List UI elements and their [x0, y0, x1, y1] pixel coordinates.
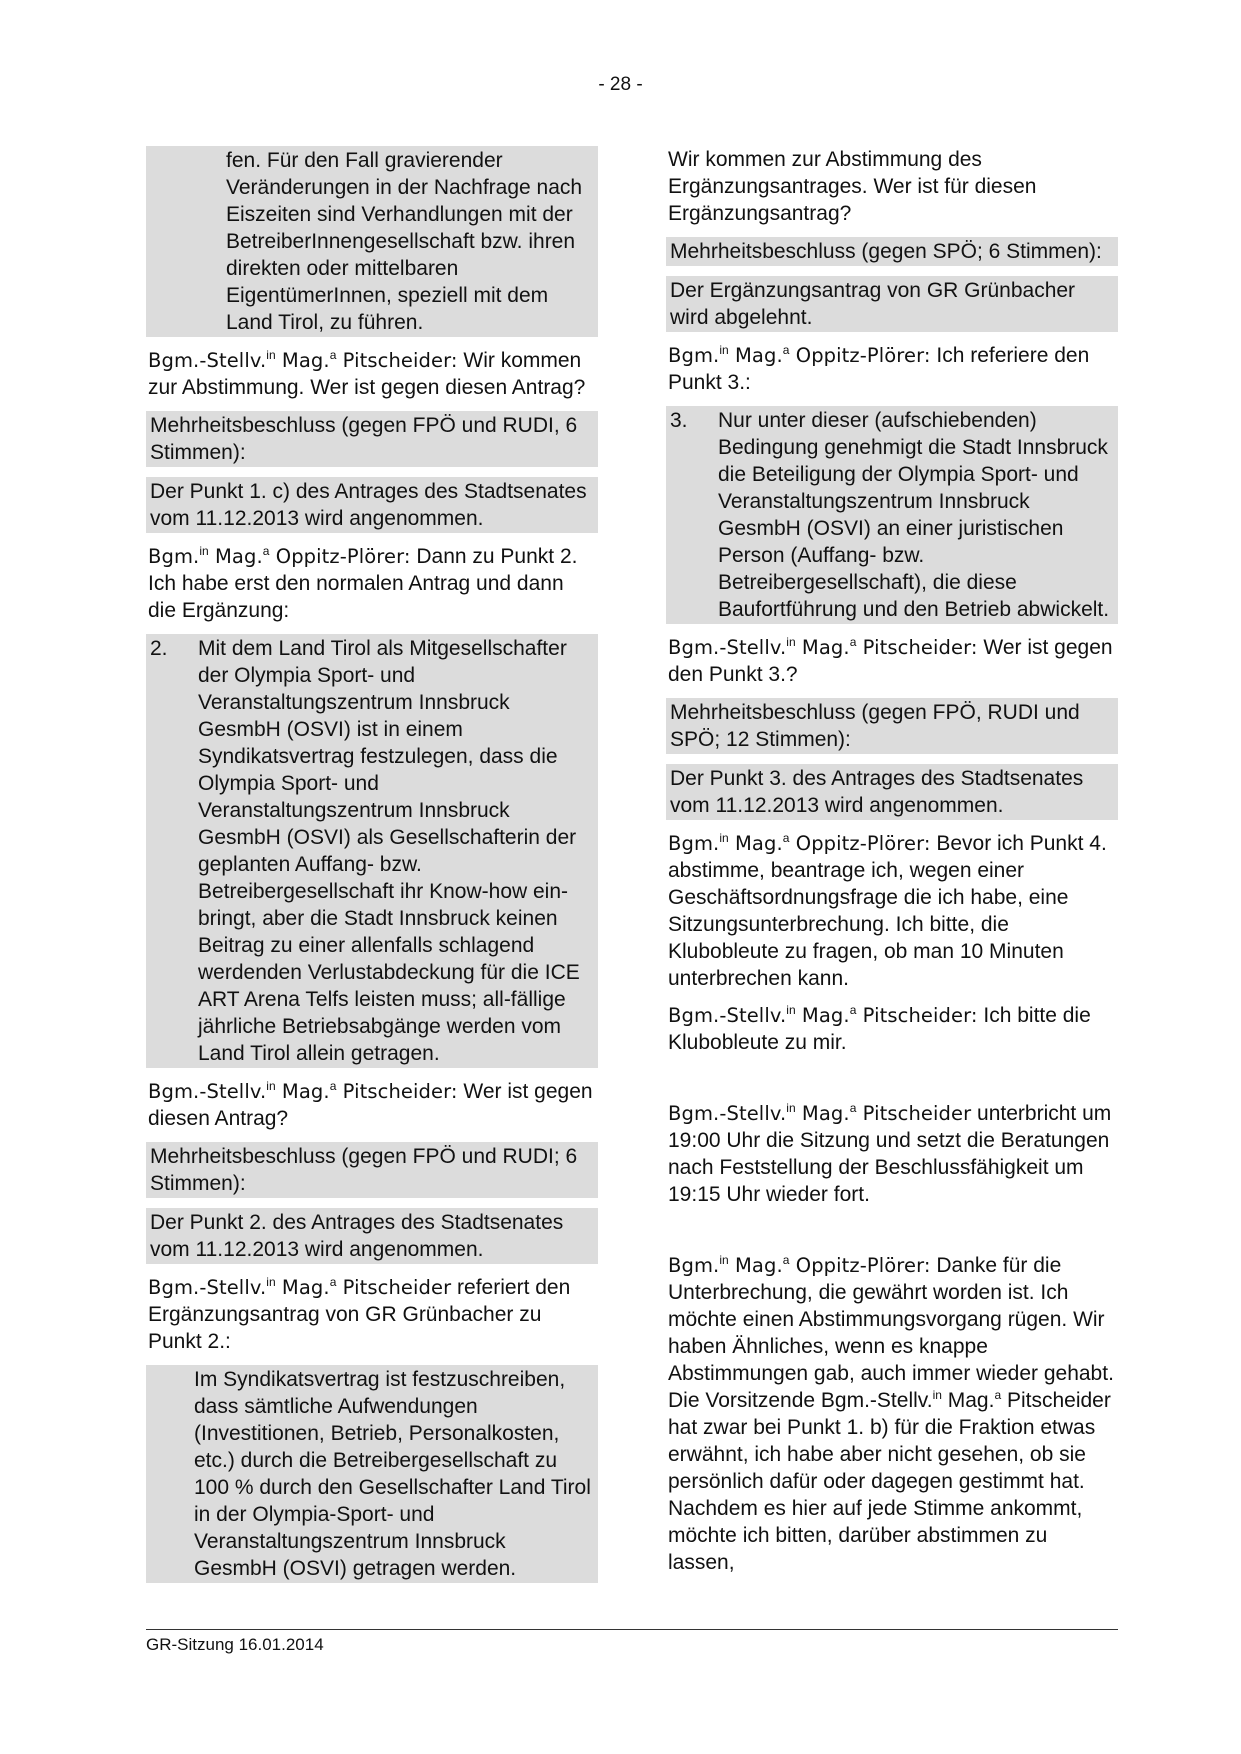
speaker-title: Mag.	[208, 545, 263, 568]
superscript: in	[266, 348, 276, 362]
speech-text: Ich bitte die Klubobleute zu mir.	[668, 1004, 1091, 1054]
superscript: a	[849, 635, 857, 649]
item-number: 2.	[150, 637, 168, 660]
speaker-paragraph	[666, 1252, 1118, 1576]
speaker-role: Bgm.-Stellv.	[668, 636, 787, 659]
speaker-name: Pitscheider	[336, 1276, 452, 1299]
speaker-title: Mag.	[275, 349, 330, 372]
spacer	[666, 1066, 1118, 1100]
speaker-name: Oppitz-Plörer:	[789, 344, 931, 367]
footer: GR-Sitzung 16.01.2014	[146, 1635, 324, 1654]
vote-result: Mehrheitsbeschluss (gegen FPÖ, RUDI und SPÖ; 12 Stimmen):	[666, 698, 1118, 754]
superscript: in	[266, 1275, 276, 1289]
speaker-role: Bgm.	[148, 545, 200, 568]
speaker-role: Bgm.-Stellv.	[668, 1102, 787, 1125]
superscript: in	[719, 831, 729, 845]
resolution-text: Der Ergänzungsantrag von GR Grünbacher wird abgelehnt.	[666, 276, 1118, 332]
speaker-role: Bgm.-Stellv.	[148, 1276, 267, 1299]
vote-result: Mehrheitsbeschluss (gegen FPÖ und RUDI; 6 Stimmen):	[146, 1142, 598, 1198]
superscript: a	[329, 1079, 337, 1093]
speech-text: Mag.	[941, 1389, 995, 1412]
left-column	[146, 146, 598, 1593]
speaker-title: Mag.	[728, 1254, 783, 1277]
speaker-role: Bgm.	[668, 832, 720, 855]
speech-text: Pitscheider hat zwar bei Punkt 1. b) für die Fraktion etwas erwähnt, ich habe aber nicht gesehen, ob sie persönlich dafür oder dagegen gestimmt hat. Nachdem es hier auf jede Stimme ankommt, möchte ich bitten, darüber abstimmen zu lassen,	[668, 1389, 1111, 1574]
speaker-role: Bgm.-Stellv.	[668, 1004, 787, 1027]
superscript: a	[782, 1253, 790, 1267]
superscript: a	[849, 1003, 857, 1017]
speaker-name: Oppitz-Plörer:	[789, 1254, 931, 1277]
superscript: a	[782, 343, 790, 357]
superscript: in	[199, 544, 209, 558]
motion-item-3	[666, 406, 1118, 624]
item-text: Nur unter dieser (aufschiebenden) Bedingung genehmigt die Stadt Innsbruck die Beteiligung der Olympia Sport- und Veranstaltungszentrum Innsbruck GesmbH (OSVI) an einer juristischen Person (Auffang- bzw. Betreibergesellschaft), die diese Baufortführung und den Betrieb abwickelt.	[718, 409, 1110, 621]
superscript: a	[849, 1101, 857, 1115]
superscript: a	[329, 1275, 337, 1289]
speaker-title: Mag.	[795, 1102, 850, 1125]
speaker-role: Bgm.	[668, 344, 720, 367]
speech-text: Danke für die Unterbrechung, die gewährt worden ist. Ich möchte einen Abstimmungsvorgang rügen. Wir haben Ähnliches, wenn es knappe Abstimmungen gab, auch immer wieder gehabt. Die Vorsitzende Bgm.-Stellv.	[668, 1254, 1114, 1412]
item-text: Mit dem Land Tirol als Mitgesellschafter der Olympia Sport- und Veranstaltungszentrum Innsbruck GesmbH (OSVI) ist in einem Syndikatsvertrag festzulegen, dass die Olympia Sport- und Veranstaltungszentrum Innsbruck GesmbH (OSVI) als Gesellschafterin der geplanten Auffang- bzw. Betreibergesellschaft ihr Know-how ein-bringt, aber die Stadt Innsbruck keinen Beitrag zu einer allenfalls schlagend werdenden Verlustabdeckung für die ICE ART Arena Telfs leisten muss; all-fällige jährliche Betriebsabgänge werden vom Land Tirol allein getragen.	[198, 637, 580, 1065]
superscript: a	[782, 831, 790, 845]
speaker-paragraph	[666, 1002, 1118, 1056]
speaker-name: Oppitz-Plörer:	[789, 832, 931, 855]
speaker-title: Mag.	[728, 344, 783, 367]
motion-item-2	[146, 634, 598, 1068]
superscript: a	[329, 348, 337, 362]
speaker-title: Mag.	[795, 636, 850, 659]
speech-text: Wir kommen zur Abstimmung. Wer ist gegen diesen Antrag?	[148, 349, 586, 399]
speaker-role: Bgm.-Stellv.	[148, 1080, 267, 1103]
spacer	[666, 1218, 1118, 1252]
superscript: in	[786, 1101, 796, 1115]
speech-text: Dann zu Punkt 2. Ich habe erst den normalen Antrag und dann die Ergänzung:	[148, 545, 578, 622]
speaker-paragraph	[146, 1274, 598, 1355]
speaker-name: Pitscheider:	[856, 636, 978, 659]
speaker-title: Mag.	[275, 1080, 330, 1103]
speaker-role: Bgm.	[668, 1254, 720, 1277]
speaker-title: Mag.	[728, 832, 783, 855]
speaker-paragraph	[666, 830, 1118, 992]
superscript: in	[266, 1079, 276, 1093]
speaker-paragraph	[666, 634, 1118, 688]
speaker-name: Pitscheider:	[336, 349, 458, 372]
speech-text: referiert den Ergänzungsantrag von GR Grünbacher zu Punkt 2.:	[148, 1276, 571, 1353]
speech-text: Bevor ich Punkt 4. abstimme, beantrage ich, wegen einer Geschäftsordnungsfrage die ich habe, eine Sitzungsunterbrechung. Ich bitte, die Klubobleute zu fragen, ob man 10 Minuten unterbrechen kann.	[668, 832, 1107, 990]
paragraph: Wir kommen zur Abstimmung des Ergänzungsantrages. Wer ist für diesen Ergänzungsantrag?	[668, 148, 1037, 225]
superscript: in	[719, 1253, 729, 1267]
footer-divider	[146, 1629, 1118, 1630]
motion-text-continuation: fen. Für den Fall gravierender Veränderungen in der Nachfrage nach Eiszeiten sind Verhandlungen mit der BetreiberInnengesellschaft bzw. ihren direkten oder mittelbaren EigentümerInnen, speziell mit dem Land Tirol, zu führen.	[146, 146, 598, 337]
superscript: in	[932, 1388, 942, 1402]
speaker-title: Mag.	[795, 1004, 850, 1027]
speech-text: Ich referiere den Punkt 3.:	[668, 344, 1090, 394]
speaker-name: Pitscheider	[856, 1102, 972, 1125]
superscript: a	[994, 1388, 1002, 1402]
vote-result: Mehrheitsbeschluss (gegen SPÖ; 6 Stimmen):	[666, 237, 1118, 266]
speaker-paragraph	[666, 342, 1118, 396]
superscript: in	[786, 1003, 796, 1017]
page-number: - 28 -	[598, 74, 643, 95]
resolution-text: Der Punkt 3. des Antrages des Stadtsenates vom 11.12.2013 wird angenommen.	[666, 764, 1118, 820]
speaker-paragraph	[146, 543, 598, 624]
speech-text: Wer ist gegen diesen Antrag?	[148, 1080, 593, 1130]
item-number: 3.	[670, 409, 688, 432]
superscript: in	[719, 343, 729, 357]
speech-text: unterbricht um 19:00 Uhr die Sitzung und setzt die Beratungen nach Feststellung der Beschlussfähigkeit um 19:15 Uhr wieder fort.	[668, 1102, 1112, 1206]
speaker-paragraph	[146, 1078, 598, 1132]
speaker-name: Pitscheider:	[336, 1080, 458, 1103]
resolution-text: Der Punkt 1. c) des Antrages des Stadtsenates vom 11.12.2013 wird angenommen.	[146, 477, 598, 533]
speaker-name: Oppitz-Plörer:	[269, 545, 411, 568]
speaker-title: Mag.	[275, 1276, 330, 1299]
vote-result: Mehrheitsbeschluss (gegen FPÖ und RUDI, 6 Stimmen):	[146, 411, 598, 467]
resolution-text: Der Punkt 2. des Antrages des Stadtsenates vom 11.12.2013 wird angenommen.	[146, 1208, 598, 1264]
right-column	[666, 146, 1118, 1586]
superscript: a	[262, 544, 270, 558]
superscript: in	[786, 635, 796, 649]
session-note	[666, 1100, 1118, 1208]
speaker-paragraph	[146, 347, 598, 401]
speaker-role: Bgm.-Stellv.	[148, 349, 267, 372]
speaker-name: Pitscheider:	[856, 1004, 978, 1027]
speech-text: Wer ist gegen den Punkt 3.?	[668, 636, 1113, 686]
amendment-text: Im Syndikatsvertrag ist festzuschreiben, dass sämtliche Aufwendungen (Investitionen, Betrieb, Personalkosten, etc.) durch die Betreibergesellschaft zu 100 % durch den Gesellschafter Land Tirol in der Olympia-Sport- und Veranstaltungszentrum Innsbruck GesmbH (OSVI) getragen werden.	[146, 1365, 598, 1583]
